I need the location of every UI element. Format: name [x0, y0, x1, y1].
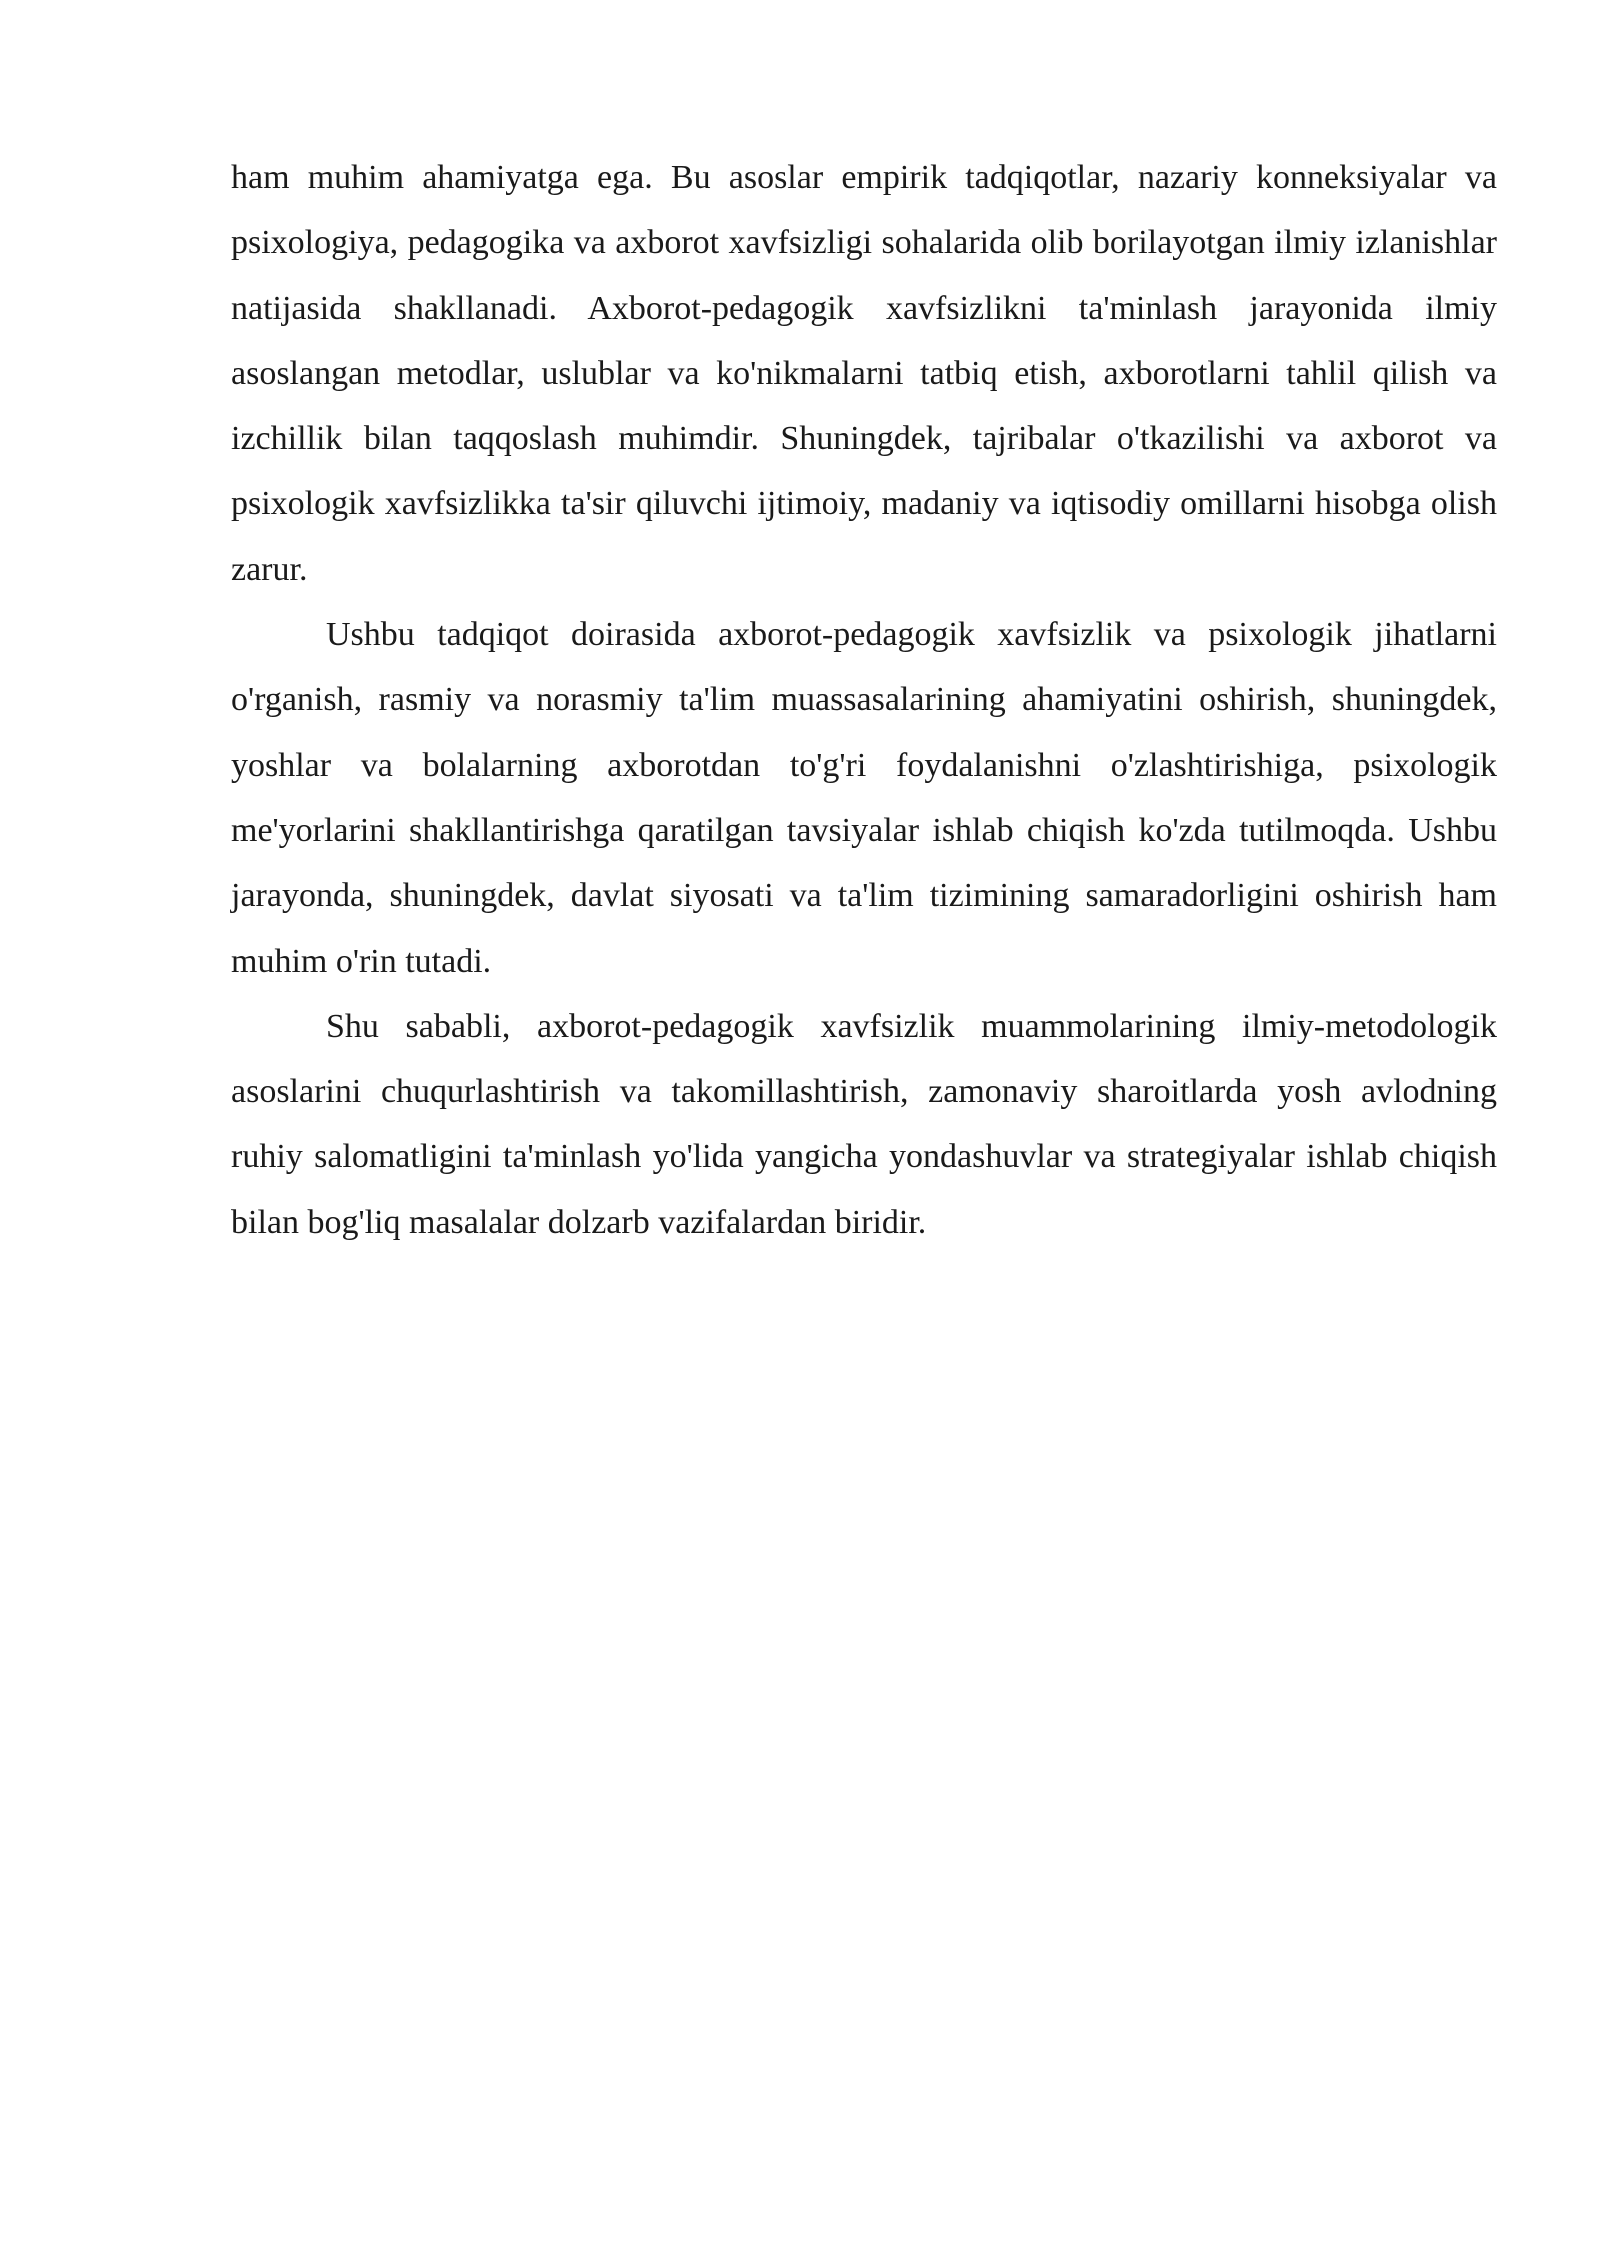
paragraph-conclusion: Shu sababli, axborot-pedagogik xavfsizlik muammolarining ilmiy-metodologik asoslarini chuqurlashtirish va takomillashtirish, zamonaviy sharoitlarda yosh avlodning ruhiy salomatligini ta'minlash yo'lida yangicha yondashuvlar va strategiyalar ishlab chiqish bilan bog'liq masalalar dolzarb vazifalardan biridir. [231, 1007, 1497, 1241]
body-text [231, 145, 1497, 1255]
paragraph-continuation: ham muhim ahamiyatga ega. Bu asoslar empirik tadqiqotlar, nazariy konneksiyalar va psixologiya, pedagogika va axborot xavfsizligi sohalarida olib borilayotgan ilmiy izlanishlar natijasida shakllanadi. Axborot-pedagogik xavfsizlikni ta'minlash jarayonida ilmiy asoslangan metodlar, uslublar va ko'nikmalarni tatbiq etish, axborotlarni tahlil qilish va izchillik bilan taqqoslash muhimdir. Shuningdek, tajribalar o'tkazilishi va axborot va psixologik xavfsizlikka ta'sir qiluvchi ijtimoiy, madaniy va iqtisodiy omillarni hisobga olish zarur. [231, 159, 1497, 588]
paragraph-research-scope: Ushbu tadqiqot doirasida axborot-pedagogik xavfsizlik va psixologik jihatlarni o'rganish, rasmiy va norasmiy ta'lim muassasalarining ahamiyatini oshirish, shuningdek, yoshlar va bolalarning axborotdan to'g'ri foydalanishni o'zlashtirishiga, psixologik me'yorlarini shakllantirishga qaratilgan tavsiyalar ishlab chiqish ko'zda tutilmoqda. Ushbu jarayonda, shuningdek, davlat siyosati va ta'lim tizimining samaradorligini oshirish ham muhim o'rin tutadi. [231, 616, 1497, 980]
